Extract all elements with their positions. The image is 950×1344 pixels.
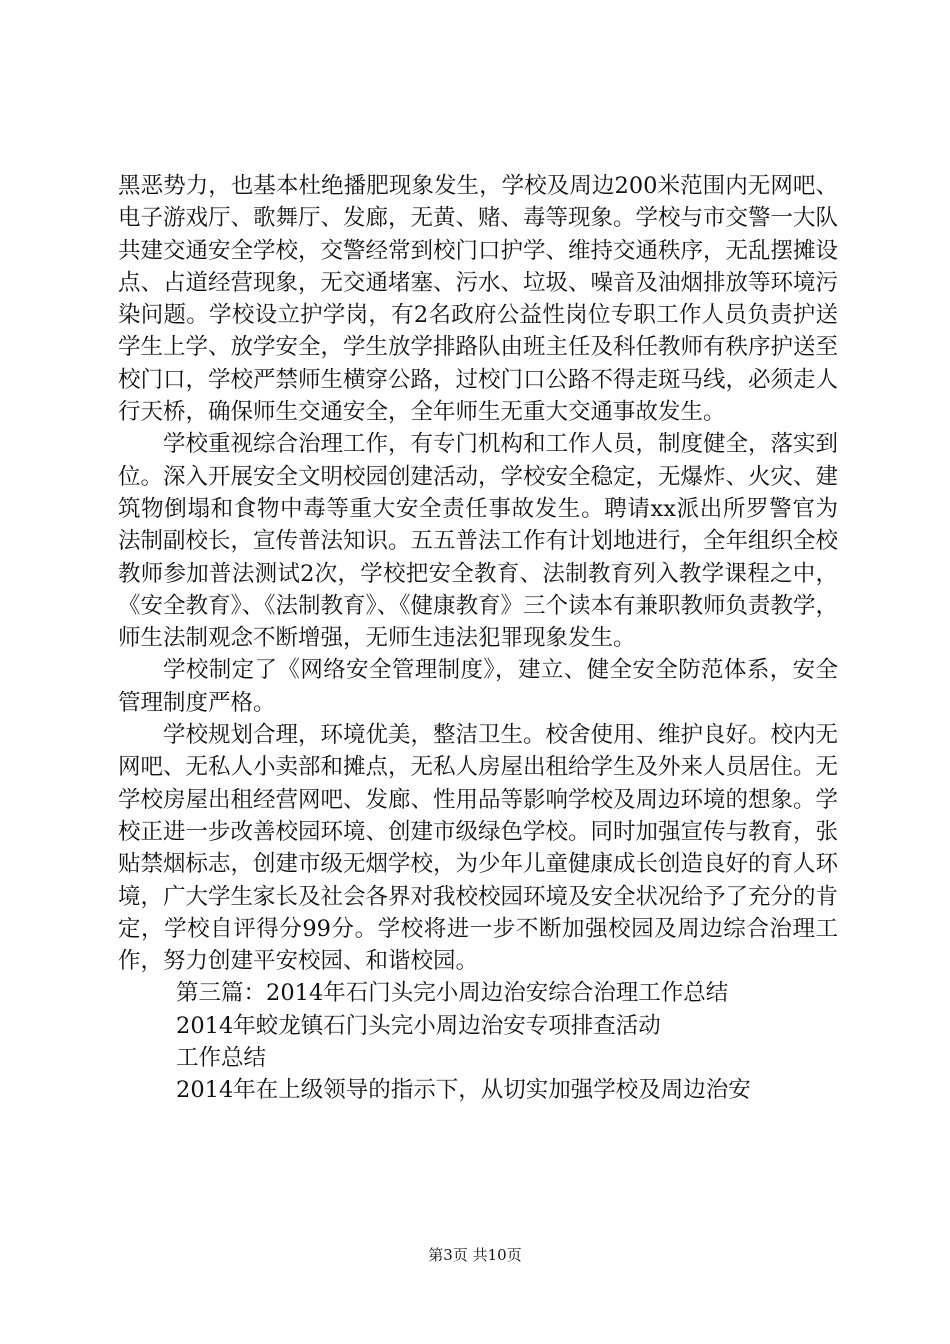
document-body <box>118 170 838 1107</box>
report-title-line: 2014年蛟龙镇石门头完小周边治安专项排查活动 <box>176 1012 661 1039</box>
paragraph-1: 黑恶势力，也基本杜绝播肥现象发生，学校及周边200米范围内无网吧、电子游戏厅、歌舞厅、发廊，无黄、赌、毒等现象。学校与市交警一大队共建交通安全学校，交警经常到校门口护学、维持交通秩序，无乱摆摊设点、占道经营现象，无交通堵塞、污水、垃圾、噪音及油烟排放等环境污染问题。学校设立护学岗，有2名政府公益性岗位专职工作人员负责护送学生上学、放学安全，学生放学排路队由班主任及科任教师有秩序护送至校门口，学校严禁师生横穿公路，过校门口公路不得走斑马线，必须走人行天桥，确保师生交通安全，全年师生无重大交通事故发生。 <box>118 173 839 426</box>
report-subtitle-line: 工作总结 <box>176 1045 267 1072</box>
page-number-footer: 第3页 共10页 <box>428 1246 522 1264</box>
section-title-line: 第三篇：2014年石门头完小周边治安综合治理工作总结 <box>176 980 729 1007</box>
paragraph-4: 学校规划合理，环境优美，整洁卫生。校舍使用、维护良好。校内无网吧、无私人小卖部和摊点，无私人房屋出租给学生及外来人员居住。无学校房屋出租经营网吧、发廊、性用品等影响学校及周边环境的想象。学校正进一步改善校园环境、创建市级绿色学校。同时加强宣传与教育，张贴禁烟标志，创建市级无烟学校，为少年儿童健康成长创造良好的育人环境，广大学生家长及社会各界对我校校园环境及安全状况给予了充分的肯定，学校自评得分99分。学校将进一步不断加强校园及周边综合治理工作，努力创建平安校园、和谐校园。 <box>118 722 839 975</box>
paragraph-3: 学校制定了《网络安全管理制度》，建立、健全安全防范体系，安全管理制度严格。 <box>118 657 838 716</box>
paragraph-2: 学校重视综合治理工作，有专门机构和工作人员，制度健全，落实到位。深入开展安全文明校园创建活动，学校安全稳定，无爆炸、火灾、建筑物倒塌和食物中毒等重大安全责任事故发生。聘请xx派出所罗警官为法制副校长，宣传普法知识。五五普法工作有计划地进行，全年组织全校教师参加普法测试2次，学校把安全教育、法制教育列入教学课程之中，《安全教育》、《法制教育》、《健康教育》三个读本有兼职教师负责教学，师生法制观念不断增强，无师生违法犯罪现象发生。 <box>118 431 839 652</box>
report-opening-line: 2014年在上级领导的指示下，从切实加强学校及周边治安 <box>176 1077 751 1104</box>
